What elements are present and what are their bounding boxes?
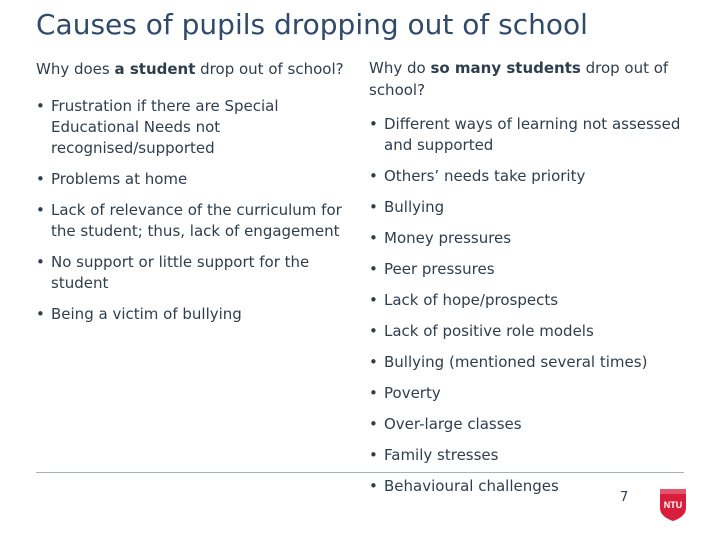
list-item	[369, 290, 689, 311]
left-heading-post: drop out of school?	[195, 60, 344, 78]
left-heading	[36, 58, 346, 80]
page-number: 7	[620, 490, 629, 505]
list-item	[369, 228, 689, 249]
list-item-text: Others’ needs take priority	[384, 167, 586, 185]
bullet-icon: •	[369, 229, 378, 247]
bullet-icon: •	[369, 415, 378, 433]
left-column	[36, 58, 346, 335]
list-item-text: Bullying	[384, 198, 445, 216]
left-heading-emphasis: a student	[114, 60, 196, 78]
list-item	[36, 96, 346, 159]
bullet-icon: •	[369, 115, 378, 133]
bullet-icon: •	[369, 446, 378, 464]
list-item	[369, 166, 689, 187]
list-item-text: No support or little support for the student	[51, 253, 310, 292]
right-heading-pre: Why do	[369, 59, 431, 77]
list-item	[36, 304, 346, 325]
list-item	[369, 352, 689, 373]
list-item	[369, 321, 689, 342]
list-item-text: Over-large classes	[384, 415, 522, 433]
list-item-text: Bullying (mentioned several times)	[384, 353, 648, 371]
bullet-icon: •	[369, 198, 378, 216]
left-heading-pre: Why does	[36, 60, 115, 78]
list-item	[369, 445, 689, 466]
right-heading	[369, 57, 689, 101]
bullet-icon: •	[36, 253, 45, 271]
bullet-icon: •	[36, 97, 45, 115]
bullet-icon: •	[36, 305, 45, 323]
bullet-icon: •	[369, 384, 378, 402]
logo-band	[660, 489, 686, 494]
list-item	[369, 476, 689, 497]
ntu-logo	[659, 488, 687, 522]
list-item-text: Being a victim of bullying	[51, 305, 242, 323]
bullet-icon: •	[36, 170, 45, 188]
list-item-text: Lack of hope/prospects	[384, 291, 559, 309]
bullet-icon: •	[369, 167, 378, 185]
list-item-text: Frustration if there are Special Educational Needs not recognised/supported	[51, 97, 279, 157]
right-bullet-list	[369, 114, 689, 497]
right-heading-emphasis: so many students	[430, 59, 581, 77]
list-item-text: Behavioural challenges	[384, 477, 559, 495]
list-item	[36, 200, 346, 242]
list-item-text: Lack of relevance of the curriculum for the student; thus, lack of engagement	[51, 201, 342, 240]
right-heading-post: drop out of school?	[369, 59, 669, 99]
list-item	[369, 197, 689, 218]
list-item	[369, 383, 689, 404]
bullet-icon: •	[369, 260, 378, 278]
bullet-icon: •	[369, 322, 378, 340]
list-item	[369, 414, 689, 435]
list-item	[369, 259, 689, 280]
list-item	[36, 252, 346, 294]
bullet-icon: •	[369, 291, 378, 309]
list-item-text: Poverty	[384, 384, 441, 402]
bullet-icon: •	[369, 477, 378, 495]
slide-title: Causes of pupils dropping out of school	[36, 8, 588, 41]
list-item-text: Family stresses	[384, 446, 499, 464]
bullet-icon: •	[36, 201, 45, 219]
left-bullet-list	[36, 96, 346, 325]
logo-text: NTU	[663, 500, 683, 510]
footer-divider	[36, 472, 684, 473]
list-item-text: Problems at home	[51, 170, 188, 188]
list-item	[369, 114, 689, 156]
list-item-text: Money pressures	[384, 229, 512, 247]
right-column	[369, 58, 689, 507]
bullet-icon: •	[369, 353, 378, 371]
list-item	[36, 169, 346, 190]
list-item-text: Lack of positive role models	[384, 322, 594, 340]
list-item-text: Peer pressures	[384, 260, 495, 278]
list-item-text: Different ways of learning not assessed and supported	[384, 115, 681, 154]
